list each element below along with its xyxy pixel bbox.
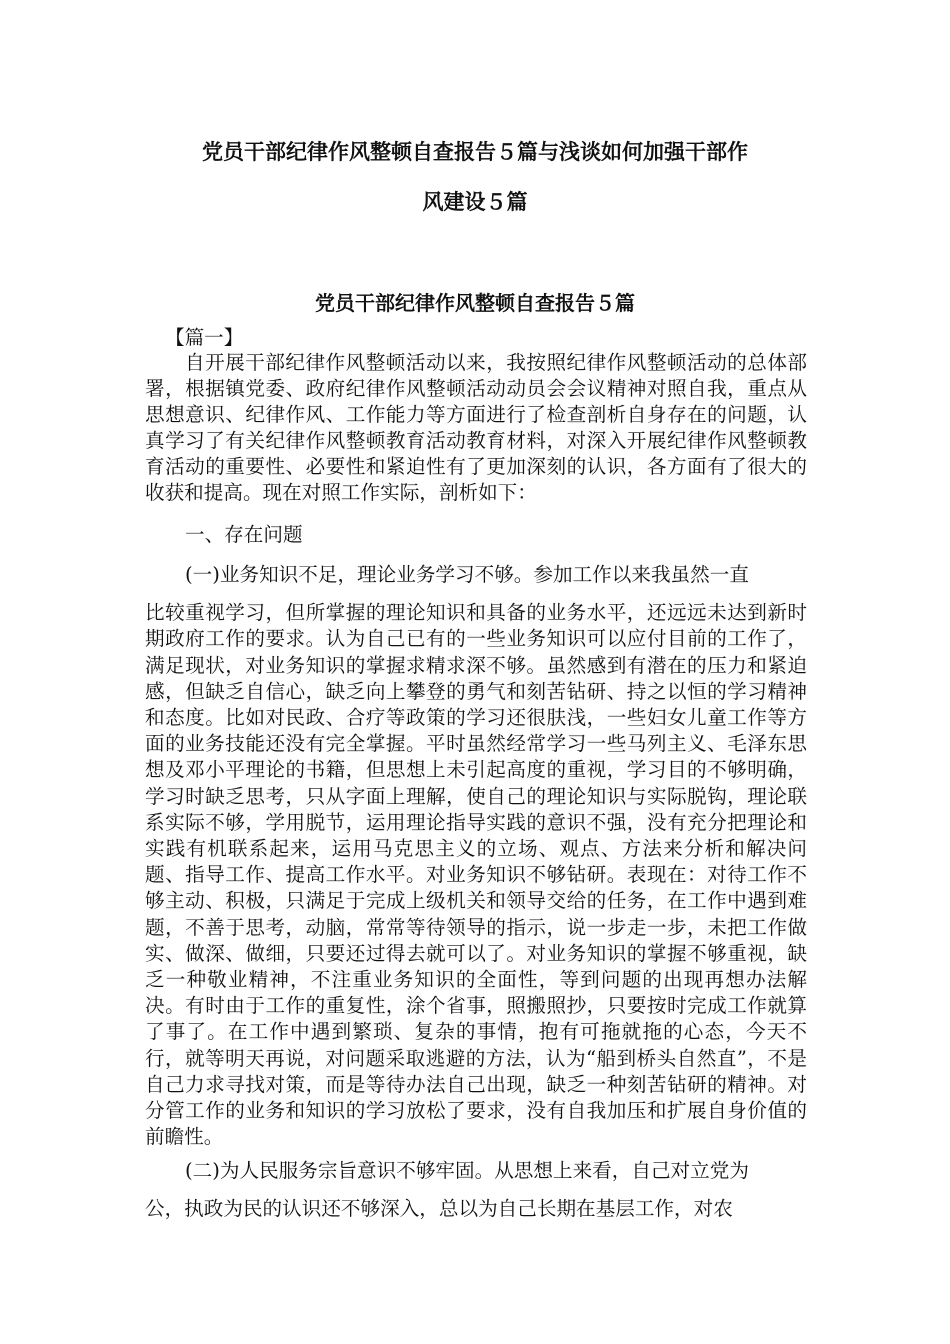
point-two-paragraph — [145, 1158, 807, 1222]
document-title-line-2: 风建设５篇 — [422, 190, 528, 214]
point-two-body: 公，执政为民的认识还不够深入，总以为自己长期在基层工作，对农 — [145, 1197, 733, 1220]
document-title-line-1: 党员干部纪律作风整顿自查报告５篇与浅谈如何加强干部作 — [202, 140, 748, 164]
point-one-paragraph — [145, 562, 807, 1150]
point-two-first-line: (二)为人民服务宗旨意识不够牢固。从思想上来看，自己对立党为 — [185, 1159, 749, 1182]
point-one-body: 比较重视学习，但所掌握的理论知识和具备的业务水平，还远远未达到新时期政府工作的要求。认为自己已有的一些业务知识可以应付目前的工作了，满足现状，对业务知识的掌握求精求深不够。虽然感到有潜在的压力和紧迫感，但缺乏自信心，缺乏向上攀登的勇气和刻苦钻研、持之以恒的学习精神和态度。比如对民政、合疗等政策的学习还很肤浅，一些妇女儿童工作等方面的业务技能还没有完全掌握。平时虽然经常学习一些马列主义、毛泽东思想及邓小平理论的书籍，但思想上未引起高度的重视，学习目的不够明确，学习时缺乏思考，只从字面上理解，使自己的理论知识与实际脱钩，理论联系实际不够，学用脱节，运用理论指导实践的意识不强，没有充分把理论和实践有机联系起来，运用马克思主义的立场、观点、方法来分析和解决问题、指导工作、提高工作水平。对业务知识不够钻研。表现在：对待工作不够主动、积极，只满足于完成上级机关和领导交给的任务，在工作中遇到难题，不善于思考，动脑，常常等待领导的指示，说一步走一步，未把工作做实、做深、做细，只要还过得去就可以了。对业务知识的掌握不够重视，缺乏一种敬业精神，不注重业务知识的全面性，等到问题的出现再想办法解决。有时由于工作的重复性，涂个省事，照搬照抄，只要按时完成工作就算了事了。在工作中遇到繁琐、复杂的事情，抱有可拖就拖的心态，今天不行，就等明天再说，对问题采取逃避的方法，认为“船到桥头自然直”，不是自己力求寻找对策，而是等待办法自己出现，缺乏一种刻苦钻研的精神。对分管工作的业务和知识的学习放松了要求，没有自我加压和扩展自身价值的前瞻性。 — [145, 601, 807, 1149]
intro-paragraph: 自开展干部纪律作风整顿活动以来，我按照纪律作风整顿活动的总体部署，根据镇党委、政府纪律作风整顿活动动员会会议精神对照自我，重点从思想意识、纪律作风、工作能力等方面进行了检查剖析自身存在的问题，认真学习了有关纪律作风整顿教育活动教育材料，对深入开展纪律作风整顿教育活动的重要性、必要性和紧迫性有了更加深刻的认识，各方面有了很大的收获和提高。现在对照工作实际，剖析如下： — [145, 351, 807, 504]
section-title: 党员干部纪律作风整顿自查报告５篇 — [315, 291, 635, 315]
article-marker: 【篇一】 — [165, 326, 244, 349]
heading-existing-problems: 一、存在问题 — [185, 523, 303, 546]
point-one-first-line: (一)业务知识不足，理论业务学习不够。参加工作以来我虽然一直 — [185, 563, 749, 586]
